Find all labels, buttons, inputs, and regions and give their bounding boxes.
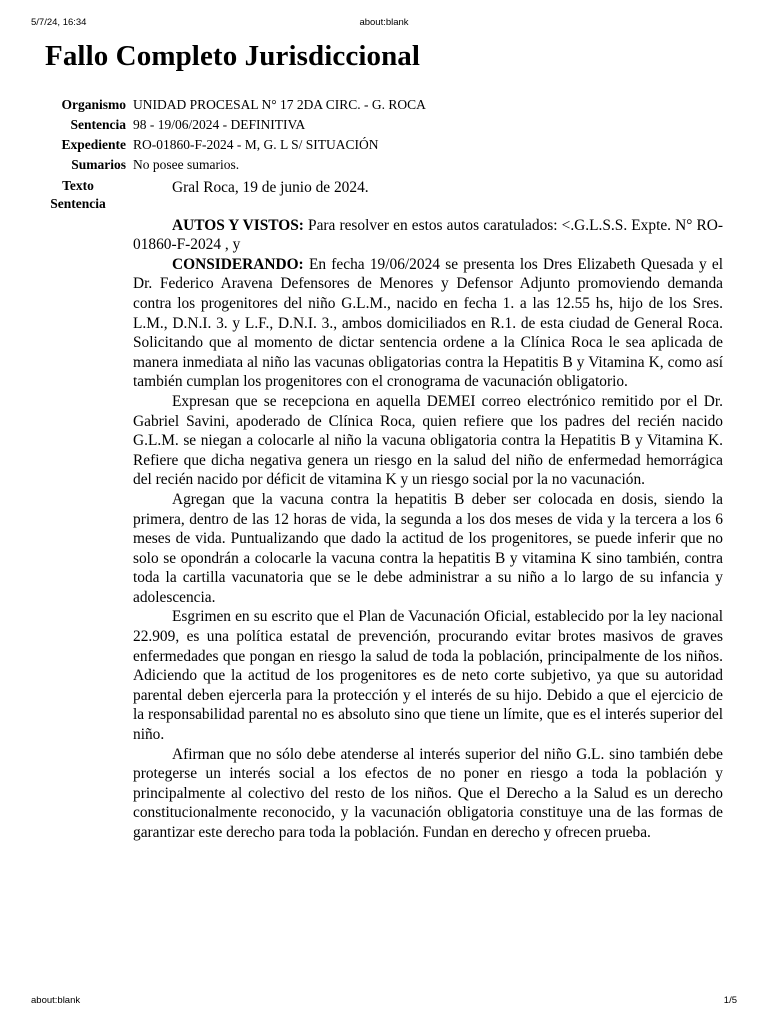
meta-row-organismo <box>30 95 740 115</box>
paragraph-text: En fecha 19/06/2024 se presenta los Dres Elizabeth Quesada y el Dr. Federico Aravena Defensores de Menores y Defensor Adjunto promoviendo demanda contra los progenitores del niño G.L.M., nacido en fecha 1. a las 12.55 hs, hijo de los Sres. L.M., D.N.I. 3. y L.F., D.N.I. 3., ambos domiciliados en R.1. de esta ciudad de General Roca. Solicitando que al momento de dictar sentencia ordene a la Clínica Roca le sea aplicada de manera inmediata al niño las vacunas obligatorias contra la Hepatitis B y Vitamina K, como así también cumplan los progenitores con el cronograma de vacunación obligatorio. <box>133 255 723 391</box>
meta-value: UNIDAD PROCESAL N° 17 2DA CIRC. - G. ROCA <box>133 97 426 112</box>
sentence-text <box>133 178 723 843</box>
meta-row-expediente <box>30 135 740 155</box>
paragraph: Afirman que no sólo debe atenderse al interés superior del niño G.L. sino también debe protegerse un interés social a los efectos de no poner en riesgo a toda la población y principalmente al colectivo del resto de los niños. Que el Derecho a la Salud es un derecho constitucionalmente reconocido, y la vacunación obligatoria constituye una de las formas de garantizar este derecho para toda la población. Fundan en derecho y ofrecen prueba. <box>133 745 723 841</box>
texto-label-line: Texto <box>62 178 94 193</box>
document-title: Fallo Completo Jurisdiccional <box>45 40 421 72</box>
paragraph: Agregan que la vacuna contra la hepatitis B deber ser colocada en dosis, siendo la primera, dentro de las 12 horas de vida, la segunda a los dos meses de vida y la tercera a los 6 meses de vida. Puntualizando que dado la actitud de los progenitores, se puede inferir que no solo se opondrán a colocarle la vacuna contra la hepatitis B y vitamina K sino también, contra toda la cartilla vacunatoria que se le debe administrar a su niño a lo largo de su infancia y adolescencia. <box>133 490 723 606</box>
page-counter: 1/5 <box>723 995 737 1006</box>
meta-value: No posee sumarios. <box>133 157 240 172</box>
paragraph: Esgrimen en su escrito que el Plan de Vacunación Oficial, establecido por la ley nacional 22.909, es una política estatal de prevención, procurando evitar brotes masivos de graves enfermedades que pongan en riesgo la salud de toda la población, principalmente de los niños. Adiciendo que la actitud de los progenitores es de neto corte subjetivo, ya que su autoridad parental deben ejercerla para la protección y el interés de su hijo. Debido a que el ejercicio de la responsabilidad parental no es absoluto sino que tiene un límite, que es el interés superior del niño. <box>133 608 723 744</box>
meta-label: Sentencia <box>70 117 126 132</box>
meta-value: 98 - 19/06/2024 - DEFINITIVA <box>133 117 306 132</box>
texto-sentencia-label <box>30 177 126 213</box>
meta-value: RO-01860-F-2024 - M, G. L S/ SITUACIÓN <box>133 137 379 152</box>
meta-row-sumarios <box>30 155 740 175</box>
print-url-header: about:blank <box>359 17 409 28</box>
metadata-table <box>30 95 740 175</box>
paragraph-text: Para resolver en estos autos caratulados: <.G.L.S.S. Expte. N° RO-01860-F-2024 , y <box>133 216 723 254</box>
texto-label-line: Sentencia <box>50 196 106 211</box>
paragraph-considerando <box>133 255 723 392</box>
date-line: Gral Roca, 19 de junio de 2024. <box>172 179 369 196</box>
print-timestamp: 5/7/24, 16:34 <box>31 17 87 28</box>
paragraph-autos <box>133 216 723 255</box>
meta-label: Organismo <box>61 97 126 112</box>
paragraph: Expresan que se recepciona en aquella DEMEI correo electrónico remitido por el Dr. Gabriel Savini, apoderado de Clínica Roca, quien refiere que los padres del recién nacido G.L.M. se niegan a colocarle al niño la vacuna obligatoria contra la Hepatitis B y Vitamina K. Refiere que dicha negativa genera un riesgo en la salud del niño de enfermedad hemorrágica del recién nacido por déficit de vitamina K y un riesgo social por la no vacunación. <box>133 392 723 489</box>
autos-heading: AUTOS Y VISTOS: <box>172 216 304 234</box>
print-url-footer: about:blank <box>31 995 81 1006</box>
meta-label: Expediente <box>61 137 126 152</box>
meta-label: Sumarios <box>71 157 126 172</box>
considerando-heading: CONSIDERANDO: <box>172 255 304 273</box>
meta-row-sentencia <box>30 115 740 135</box>
